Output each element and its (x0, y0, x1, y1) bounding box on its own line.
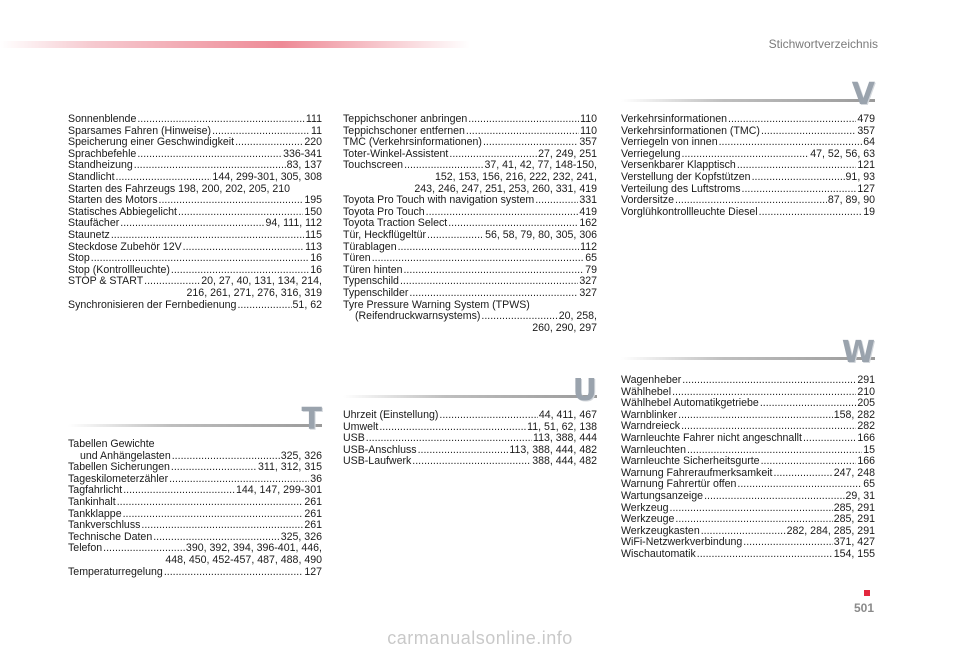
page-reference: 311, 312, 315 (257, 461, 322, 474)
index-entry (68, 230, 322, 242)
index-term: Werkzeugkasten (621, 524, 700, 537)
index-term: TMC (Verkehrsinformationen) (343, 136, 482, 149)
leader-dots (111, 230, 304, 242)
page-reference: 210 (857, 385, 875, 398)
page-reference: 127 (857, 182, 875, 195)
leader-dots (398, 242, 580, 254)
index-entry-line (68, 300, 322, 312)
index-term: Typenschild (343, 275, 399, 288)
index-entry (343, 195, 597, 207)
index-entry (621, 375, 875, 387)
index-entry (343, 114, 597, 126)
page-reference: 166 (857, 455, 875, 468)
index-entry (621, 207, 875, 219)
index-entry-line (68, 567, 322, 579)
leader-dots (117, 497, 304, 509)
index-term: Vordersitze (621, 194, 674, 207)
index-entry-line (68, 114, 322, 126)
index-entry (621, 195, 875, 207)
page-reference: 357 (857, 124, 875, 137)
index-entry (68, 520, 322, 532)
index-entry (68, 242, 322, 254)
index-term: Wählhebel Automatikgetriebe (621, 397, 759, 410)
page-reference: 113, 388, 444, 482 (509, 443, 597, 456)
index-term: Tankinhalt (68, 495, 116, 508)
leader-dots (120, 218, 264, 230)
leader-dots (759, 207, 863, 219)
index-term: Teppichschoner anbringen (343, 113, 468, 125)
index-entry (621, 514, 875, 526)
page-reference: 79 (585, 263, 597, 276)
index-term: (Reifendruckwarnsystems) (355, 310, 481, 323)
letter-rule (68, 424, 322, 427)
leader-dots (468, 114, 579, 126)
page-reference: 16 (310, 263, 322, 276)
index-term: Verriegeln von innen (621, 136, 718, 149)
page-reference: 325, 326 (280, 449, 322, 462)
page-reference: 195 (304, 194, 322, 207)
index-entry (343, 242, 597, 254)
leader-dots (171, 462, 257, 474)
leader-dots (761, 126, 856, 138)
page-reference: 327 (579, 286, 597, 299)
page-reference: 36 (310, 472, 322, 485)
index-entry-line (621, 549, 875, 561)
index-term: Stop (68, 252, 90, 265)
index-term: Statisches Abbiegelicht (68, 205, 177, 218)
leader-dots (728, 114, 856, 126)
page-reference: 19 (863, 205, 875, 218)
index-term: Wagenheber (621, 374, 682, 386)
page-reference: 285, 291 (833, 501, 875, 514)
index-entry-line (343, 288, 597, 300)
page-reference: 110 (580, 113, 597, 125)
page-marker (864, 590, 870, 596)
leader-dots (439, 410, 537, 422)
index-term: USB-Anschluss (343, 443, 417, 456)
page-reference: 121 (857, 159, 875, 172)
index-entry-line (68, 497, 322, 509)
page-reference: 110 (580, 124, 597, 137)
leader-dots (137, 114, 305, 126)
index-entry (68, 300, 322, 312)
index-entry-line (621, 114, 875, 126)
leader-dots (237, 300, 291, 312)
leader-dots (737, 479, 862, 491)
page-reference: 150 (304, 205, 322, 218)
page-reference: 94, 111, 112 (265, 217, 322, 230)
page-reference: 127 (304, 565, 322, 578)
leader-dots (159, 195, 304, 207)
page-reference: 65 (585, 252, 597, 265)
page-reference: 20, 27, 40, 131, 134, 214, (201, 275, 322, 288)
index-entry-line (621, 433, 875, 445)
index-term: Tyre Pressure Warning System (TPWS) (343, 298, 530, 311)
index-column-1-t (68, 439, 322, 578)
index-entry (343, 160, 597, 195)
index-entry-line (343, 311, 597, 323)
index-column-2-u (343, 410, 597, 468)
leader-dots (418, 445, 509, 457)
leader-dots (675, 514, 832, 526)
index-term: Vorglühkontrollleuchte Diesel (621, 205, 758, 218)
leader-dots (91, 253, 309, 265)
letter-rule (343, 395, 597, 398)
index-entry (68, 276, 322, 299)
index-entry-line (621, 172, 875, 184)
section-title: Stichwortverzeichnis (768, 37, 878, 51)
leader-dots (141, 520, 303, 532)
page-reference: 111 (305, 113, 322, 125)
leader-dots (761, 456, 857, 468)
index-entry (621, 114, 875, 126)
index-entry-line (621, 195, 875, 207)
index-term: Tankklappe (68, 507, 122, 520)
index-entry-line (343, 456, 597, 468)
page-reference: 65 (863, 478, 875, 491)
leader-dots (752, 172, 845, 184)
page-reference: 20, 258, (558, 310, 597, 323)
leader-dots (697, 549, 833, 561)
index-entry (68, 172, 322, 184)
page-reference: 47, 52, 56, 63 (810, 147, 875, 160)
index-term: Werkzeug (621, 501, 669, 514)
index-entry-line (343, 410, 597, 422)
index-term: Synchronisieren der Fernbedienung (68, 298, 237, 311)
index-column-2-t (343, 114, 597, 334)
page-reference: 16 (310, 252, 322, 265)
leader-dots (481, 311, 557, 323)
leader-dots (682, 375, 856, 387)
index-term: Toyota Pro Touch with navigation system (343, 194, 535, 207)
index-entry-line (68, 439, 322, 451)
page-reference: 162 (579, 217, 597, 230)
leader-dots (123, 509, 304, 521)
page-reference: 261 (304, 519, 322, 532)
leader-dots (116, 172, 212, 184)
page-reference: 261 (304, 495, 322, 508)
index-entry-line (621, 375, 875, 387)
page-reference: 336-341 (283, 147, 322, 160)
letter-w: W (841, 335, 875, 370)
page-reference: 115 (305, 228, 322, 241)
index-term: Tageskilometerzähler (68, 472, 169, 485)
index-column-3-w (621, 375, 875, 561)
watermark: carmanualsonline.info (387, 628, 573, 648)
page-reference: 282, 284, 285, 291 (786, 524, 875, 537)
index-term: Tabellen Gewichte (68, 438, 155, 450)
index-term: Starten des Motors (68, 194, 158, 207)
page-reference: 331 (579, 194, 597, 207)
index-entry-line (343, 242, 597, 254)
index-term: Türen hinten (343, 263, 403, 276)
page-reference: 261 (304, 507, 322, 520)
page-reference: 205 (857, 397, 875, 410)
page-reference: 390, 392, 394, 396-401, 446, (185, 542, 322, 555)
index-term: Standheizung (68, 159, 133, 172)
index-term: Tagfahrlicht (68, 484, 123, 497)
page-reference: 291 (857, 374, 875, 386)
leader-dots (426, 207, 579, 219)
index-term: Verkehrsinformationen (TMC) (621, 124, 760, 137)
leader-dots (704, 491, 844, 503)
index-entry-line (68, 172, 322, 184)
letter-t: T (301, 402, 322, 437)
index-term: Staufächer (68, 217, 120, 230)
page-number: 501 (853, 601, 874, 615)
leader-dots (183, 242, 304, 254)
index-entry (343, 230, 597, 242)
index-column-3-v (621, 114, 875, 218)
index-entry-line (68, 230, 322, 242)
index-term: Typenschilder (343, 286, 409, 299)
index-term: Telefon (68, 542, 103, 555)
index-term: Verteilung des Luftstroms (621, 182, 741, 195)
leader-dots (803, 433, 856, 445)
letter-header-v (621, 77, 875, 112)
page-reference-continuation: 216, 261, 271, 276, 316, 319 (186, 286, 322, 299)
index-term: Warndreieck (621, 420, 681, 433)
index-entry-line (343, 114, 597, 126)
page-reference: 166 (857, 431, 875, 444)
index-term: Warnung Fahreraufmerksamkeit (621, 466, 773, 479)
leader-dots (678, 410, 833, 422)
page-reference: 419 (579, 205, 597, 218)
page-reference-continuation: 260, 290, 297 (532, 321, 597, 334)
index-term: Verriegelung (621, 147, 681, 160)
index-term: Versenkbarer Klapptisch (621, 159, 736, 172)
letter-header-w (621, 335, 875, 370)
index-term: Uhrzeit (Einstellung) (343, 409, 439, 421)
index-term: Wartungsanzeige (621, 489, 704, 502)
page-reference: 388, 444, 482 (532, 455, 597, 468)
page-reference: 64 (863, 136, 875, 149)
index-entry (343, 456, 597, 468)
page-reference: 51, 62 (292, 298, 322, 311)
index-entry-line (343, 253, 597, 265)
index-term: Toter-Winkel-Assistent (343, 147, 449, 160)
index-term: Speicherung einer Geschwindigkeit (68, 136, 235, 149)
index-entry (68, 543, 322, 566)
index-entry (68, 497, 322, 509)
leader-dots (427, 230, 484, 242)
letter-rule (621, 99, 875, 102)
page-reference: 11, 51, 62, 138 (527, 420, 597, 433)
index-entry (621, 549, 875, 561)
page-reference-continuation: 448, 450, 452-457, 487, 488, 490 (165, 553, 322, 566)
letter-header-u (343, 373, 597, 408)
index-entry-line (621, 491, 875, 503)
leader-dots (675, 195, 827, 207)
index-term: Warnblinker (621, 408, 678, 421)
index-term: USB-Laufwerk (343, 455, 412, 468)
page-reference: 158, 282 (833, 408, 875, 421)
index-term: Steckdose Zubehör 12V (68, 240, 182, 253)
index-term: Sprachbefehle (68, 147, 137, 160)
page-reference: 112 (580, 240, 597, 253)
leader-dots (535, 195, 578, 207)
page-reference: 220 (304, 136, 322, 149)
index-entry (343, 410, 597, 422)
index-entry-line (68, 242, 322, 254)
index-entry (621, 491, 875, 503)
index-term: Tankverschluss (68, 519, 141, 532)
letter-header-t (68, 402, 322, 437)
page-reference: 44, 411, 467 (538, 409, 597, 421)
index-term: Tabellen Sicherungen (68, 461, 170, 474)
page-reference: 282 (857, 420, 875, 433)
index-term: Staunetz (68, 228, 110, 241)
index-entry (68, 253, 322, 265)
index-entry (621, 433, 875, 445)
index-entry-line (621, 207, 875, 219)
index-term: Wählhebel (621, 385, 672, 398)
index-entry (621, 456, 875, 468)
page-reference: 144, 147, 299-301 (235, 484, 322, 497)
index-term: und Anhängelasten (80, 449, 171, 462)
page-reference: 357 (579, 136, 597, 149)
index-entry (621, 172, 875, 184)
page-reference: 144, 299-301, 305, 308 (212, 170, 322, 183)
index-term: Verstellung der Kopfstützen (621, 170, 751, 183)
page-reference-continuation: 243, 246, 247, 251, 253, 260, 331, 419 (414, 182, 597, 195)
index-term: Stop (Kontrollleuchte) (68, 263, 170, 276)
leader-dots (743, 537, 832, 549)
leader-dots (379, 422, 526, 434)
index-term: Warnung Fahrertür offen (621, 478, 737, 491)
index-entry-line (68, 253, 322, 265)
leader-dots (466, 126, 579, 138)
page-reference: 83, 137 (286, 159, 322, 172)
index-term: Werkzeuge (621, 513, 675, 526)
index-entry (343, 288, 597, 300)
index-term: Starten des Fahrzeugs 198, 200, 202, 205, 210 (68, 182, 291, 195)
index-term: Türen (343, 252, 371, 265)
index-term: Warnleuchten (621, 443, 686, 456)
index-entry (68, 114, 322, 126)
index-term: WiFi-Netzwerkverbindung (621, 536, 743, 549)
letter-v: V (851, 77, 875, 112)
index-term: Toyota Pro Touch (343, 205, 425, 218)
leader-dots (403, 265, 584, 277)
page-reference: 325, 326 (280, 530, 322, 543)
page-reference: 479 (857, 113, 875, 125)
page-reference: 91, 93 (845, 170, 875, 183)
index-entry (68, 567, 322, 579)
index-entry-line (343, 195, 597, 207)
index-entry (68, 195, 322, 207)
index-term: Sonnenblende (68, 113, 137, 125)
leader-dots (123, 485, 235, 497)
index-entry (343, 253, 597, 265)
letter-rule (621, 357, 875, 360)
index-term: Sparsames Fahren (Hinweise) (68, 124, 212, 137)
index-entry-line (68, 195, 322, 207)
leader-dots (400, 276, 578, 288)
index-term: Temperaturregelung (68, 565, 163, 578)
page-reference: 113, 388, 444 (532, 432, 597, 445)
page-reference: 371, 427 (833, 536, 875, 549)
leader-dots (737, 160, 856, 172)
index-term: Türablagen (343, 240, 397, 253)
page-reference: 247, 248 (833, 466, 875, 479)
page-reference-continuation: 152, 153, 156, 216, 222, 232, 241, (435, 170, 597, 183)
page-reference: 327 (579, 275, 597, 288)
page-reference: 56, 58, 79, 80, 305, 306 (485, 228, 597, 241)
page-reference: 87, 89, 90 (827, 194, 875, 207)
leader-dots (164, 567, 304, 579)
letter-u: U (572, 373, 597, 408)
page-reference: 15 (863, 443, 875, 456)
index-entry (343, 311, 597, 334)
index-entry-line (68, 520, 322, 532)
index-term: STOP & START (68, 275, 144, 288)
leader-dots (372, 253, 585, 265)
index-term: Verkehrsinformationen (621, 113, 727, 125)
index-entry (68, 439, 322, 451)
page-reference: 11 (311, 124, 322, 137)
index-term: Umwelt (343, 420, 379, 433)
index-entry-line (343, 230, 597, 242)
index-term: Tür, Heckflügeltür (343, 228, 427, 241)
leader-dots (409, 288, 578, 300)
index-term: Touchscreen (343, 159, 404, 172)
page-reference: 285, 291 (833, 513, 875, 526)
page-reference: 27, 249, 251 (538, 147, 597, 160)
page-reference: 113 (305, 240, 322, 253)
leader-dots (670, 503, 833, 515)
page-reference: 29, 31 (845, 489, 875, 502)
index-term: Teppichschoner entfernen (343, 124, 465, 137)
index-term: Warnleuchte Sicherheitsgurte (621, 455, 760, 468)
index-term: Toyota Traction Select (343, 217, 448, 230)
page-reference: 37, 41, 42, 77, 148-150, (484, 159, 597, 172)
leader-dots (774, 468, 833, 480)
index-column-1-s (68, 114, 322, 311)
leader-dots (137, 149, 282, 161)
index-entry-line (621, 514, 875, 526)
index-term: Standlicht (68, 170, 115, 183)
index-entry-line (621, 456, 875, 468)
index-term: USB (343, 432, 365, 445)
page-reference: 154, 155 (833, 547, 875, 560)
header-accent-bar (0, 41, 470, 48)
index-term: Technische Daten (68, 530, 153, 543)
index-term: Wischautomatik (621, 547, 696, 560)
leader-dots (412, 456, 531, 468)
index-term: Warnleuchte Fahrer nicht angeschnallt (621, 431, 802, 444)
